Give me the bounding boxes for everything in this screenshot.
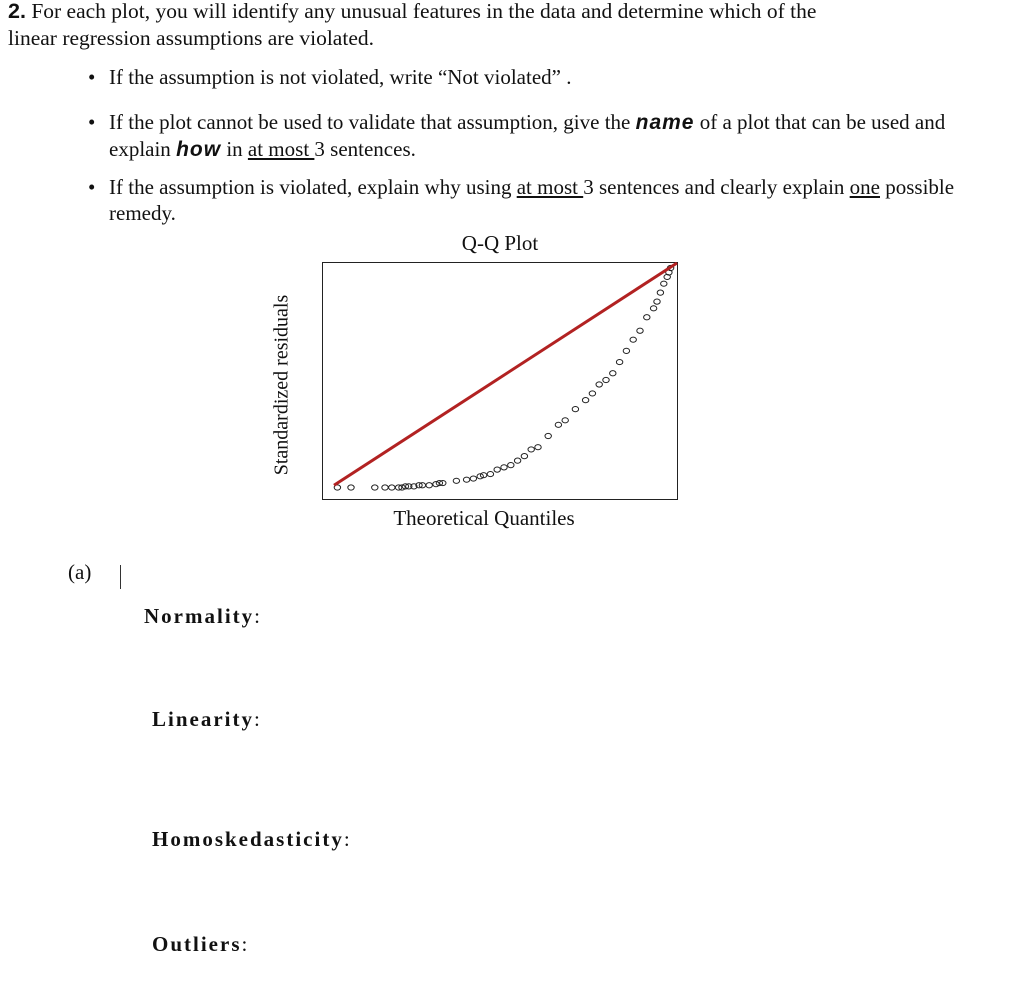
colon: : [343,827,350,851]
qq-plot [322,262,678,500]
bullet-text [109,174,1003,226]
bullet-text-part: of a plot that can be used and explain [109,110,946,161]
emphasis-name: name [635,111,695,134]
bullet-cannot-validate [88,109,1003,163]
bullet-text [109,109,1003,163]
question-line-1: For each plot, you will identify any unusual features in the data and determine which of the [31,0,817,23]
colon: : [241,932,248,956]
bullet-text: If the assumption is not violated, write “Not violated” . [109,65,572,89]
bullet-dot: • [88,175,96,199]
underlined-at-most: at most [516,175,584,199]
homoskedasticity-text: Homoskedasticity [152,827,344,851]
y-axis-label: Standardized residuals [270,294,293,476]
outliers-label [152,932,247,957]
text-cursor [120,565,121,589]
question-number: 2. [8,0,26,23]
homoskedasticity-label [152,827,350,852]
bullet-not-violated [88,64,1003,90]
normality-text: Normality [144,604,255,628]
linearity-text: Linearity [152,707,254,731]
question-text [8,0,998,52]
colon: : [254,707,260,731]
bullet-dot: • [88,110,96,134]
bullet-text-part: possible remedy. [109,175,955,225]
normality-label [144,604,260,629]
outliers-text: Outliers [152,932,242,956]
colon: : [254,604,260,628]
x-axis-label: Theoretical Quantiles [393,506,575,530]
bullet-text-part: 3 sentences. [314,137,416,161]
bullet-text-part: in [221,137,248,161]
question-line-2: linear regression assumptions are violated. [8,26,374,50]
underlined-one: one [849,175,880,199]
bullet-dot: • [88,65,96,89]
bullet-text-part: 3 sentences and clearly explain [583,175,850,199]
bullet-text-part: If the plot cannot be used to validate that assumption, give the [109,110,636,134]
emphasis-how: how [176,138,222,161]
part-label: (a) [68,560,92,584]
linearity-label [152,707,260,732]
underlined-at-most: at most [247,137,315,161]
bullet-text-part: If the assumption is violated, explain why using [109,175,517,199]
bullet-violated [88,174,1003,226]
plot-title: Q-Q Plot [461,231,539,255]
